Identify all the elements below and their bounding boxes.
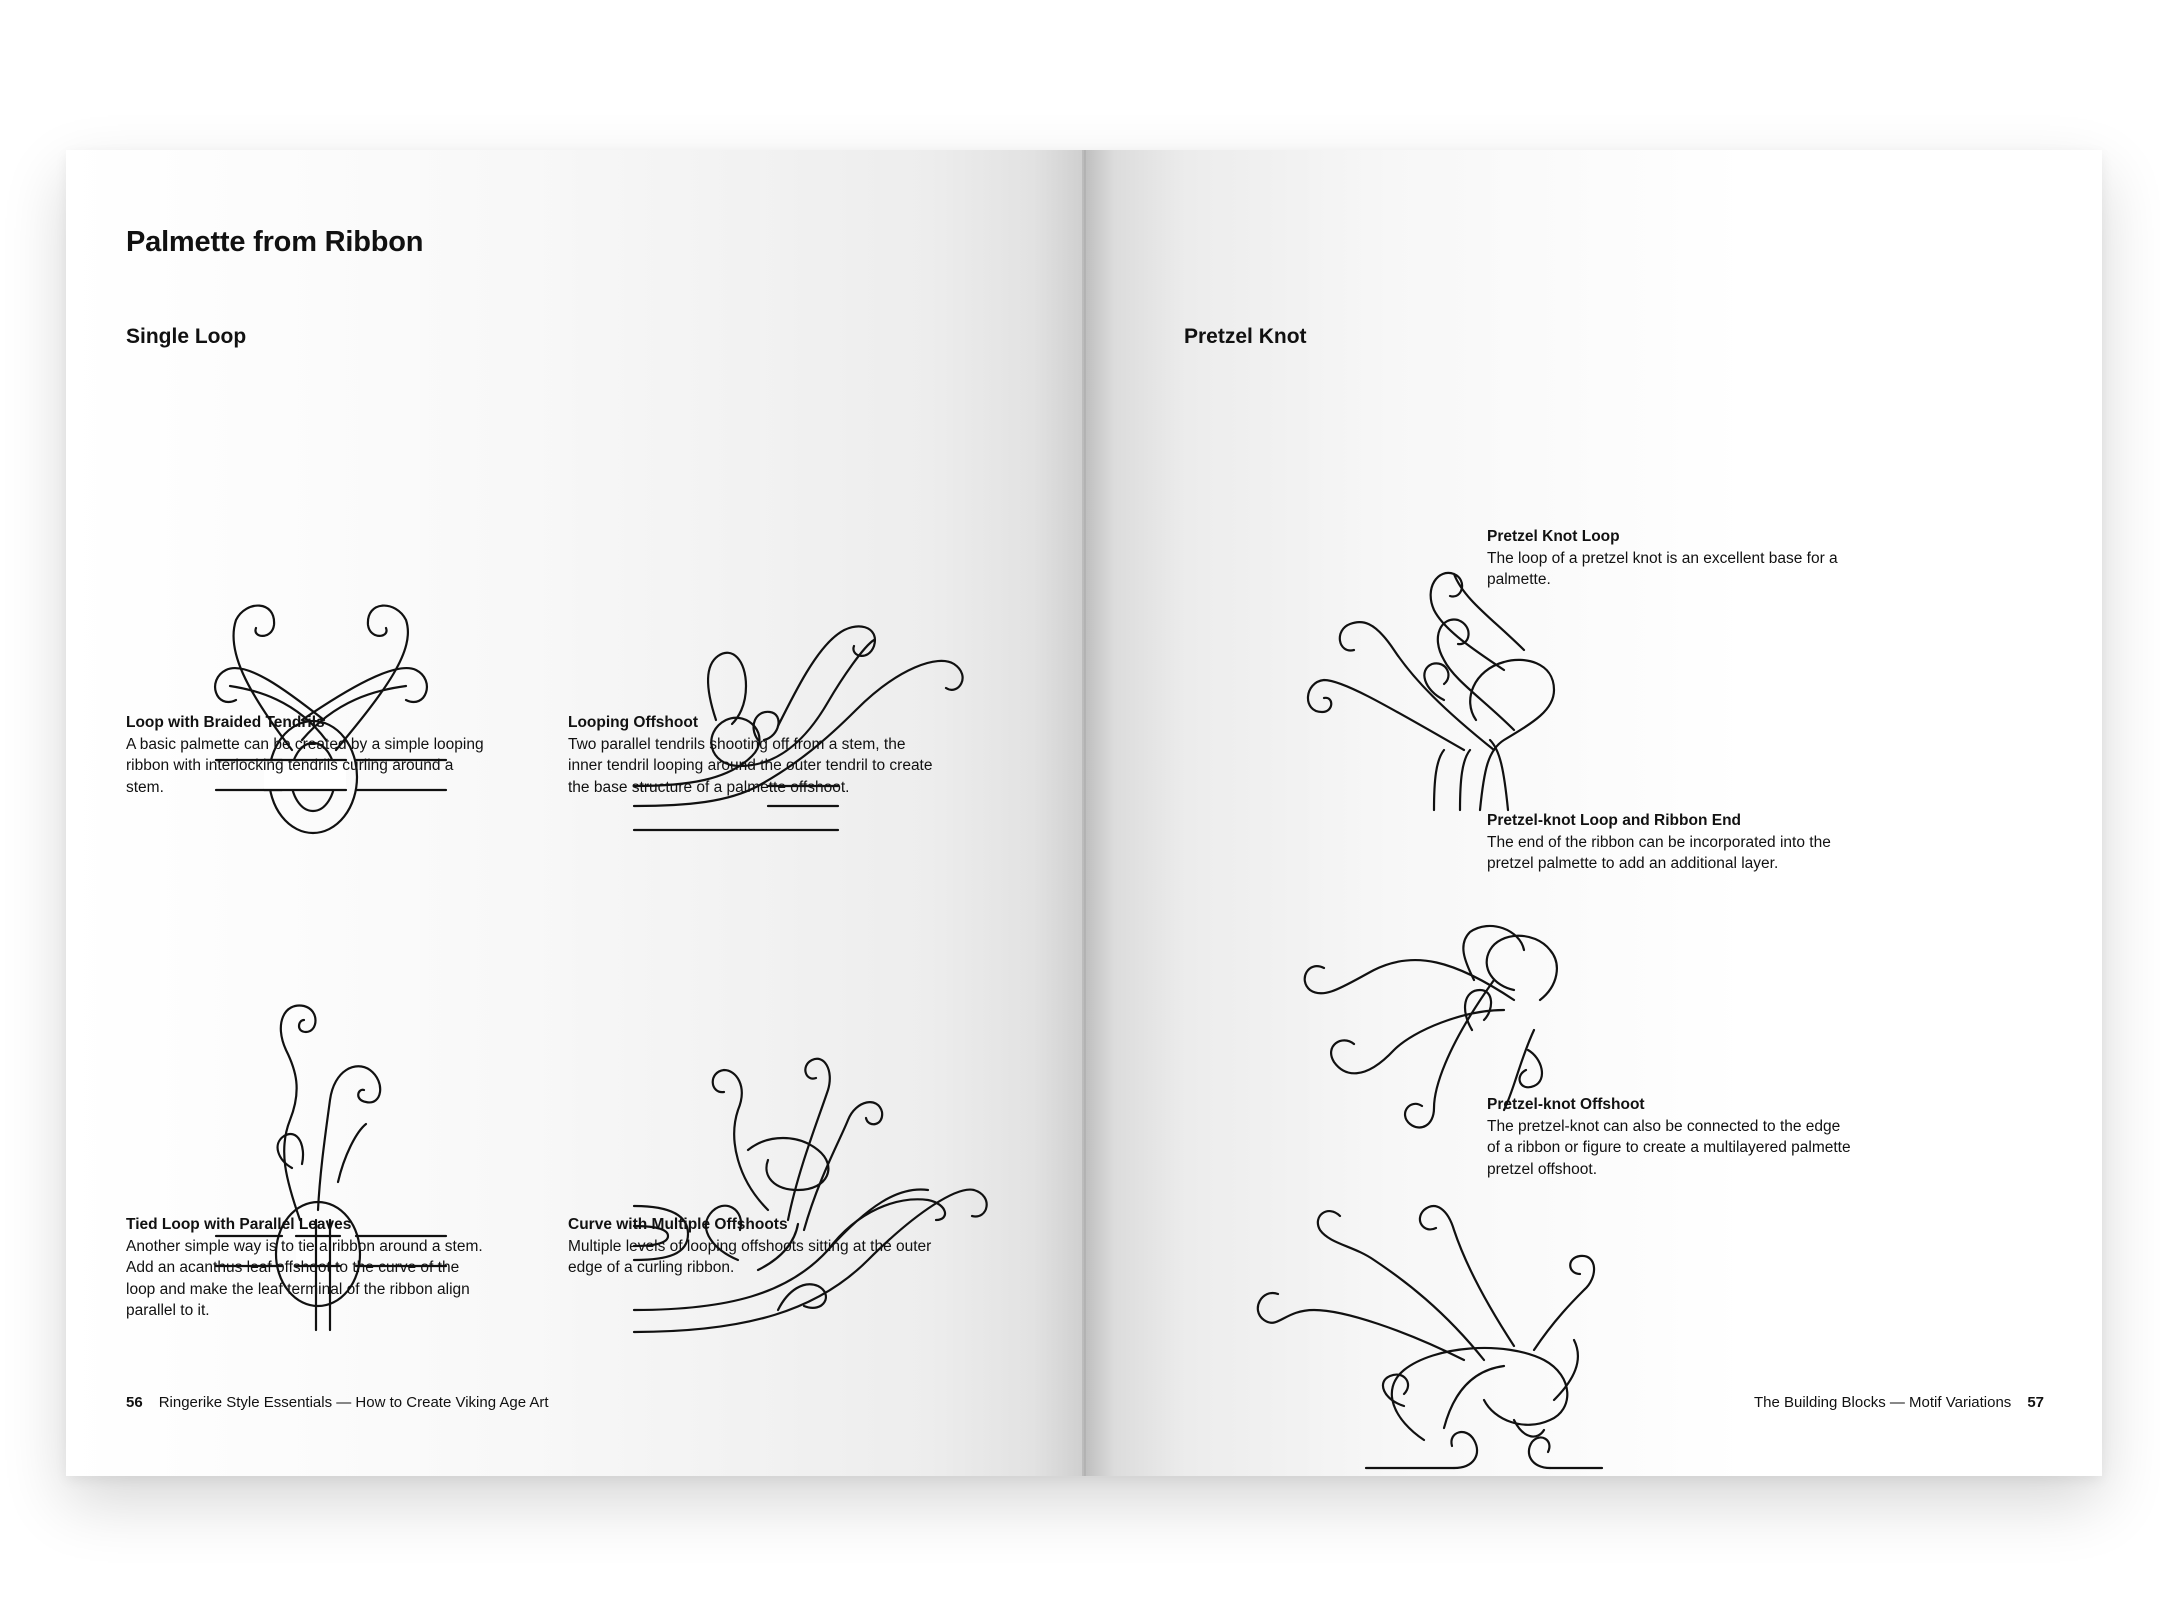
caption-title: Loop with Braided Tendrils [126,714,325,731]
right-footer [1754,1394,2044,1411]
caption-text: The end of the ribbon can be incorporated into the pretzel palmette to add an additional layer. [1487,833,1831,872]
left-footer-text: Ringerike Style Essentials — How to Create Viking Age Art [158,1394,549,1411]
left-footer [126,1394,549,1411]
page-number-left: 56 [126,1394,143,1411]
pretzel-knot-loop-illustration [1294,450,1624,820]
page-title: Palmette from Ribbon [126,226,424,258]
pretzel-knot-offshoot-illustration [1254,1170,1634,1476]
caption-text: Two parallel tendrils shooting off from a stem, the inner tendril looping around the outer tendril to create the base structure of a palmette offshoot. [568,735,933,796]
caption-loop-with-braided-tendrils [126,712,486,798]
caption-pretzel-knot-loop [1487,526,1857,591]
caption-title: Pretzel-knot Loop and Ribbon End [1487,812,1742,829]
caption-text: Another simple way is to tie a ribbon around a stem. Add an acanthus leaf offshoot to the curve of the loop and make the leaf terminal of the ribbon align parallel to it. [126,1237,483,1319]
caption-title: Tied Loop with Parallel Leaves [126,1216,352,1233]
curve-with-multiple-offshoots-illustration [628,1010,1008,1350]
section-heading-pretzel-knot: Pretzel Knot [1184,325,1307,348]
right-page [1084,150,2102,1476]
caption-title: Pretzel Knot Loop [1487,528,1620,545]
caption-title: Pretzel-knot Offshoot [1487,1096,1645,1113]
left-page [66,150,1084,1476]
caption-text: A basic palmette can be created by a simple looping ribbon with interlocking tendrils curling around a stem. [126,735,484,796]
caption-title: Looping Offshoot [568,714,698,731]
caption-text: The pretzel-knot can also be connected to the edge of a ribbon or figure to create a multilayered palmette pretzel offshoot. [1487,1117,1851,1178]
caption-text: The loop of a pretzel knot is an excellent base for a palmette. [1487,549,1838,588]
book-gutter [1082,150,1086,1476]
section-heading-single-loop: Single Loop [126,325,247,348]
caption-text: Multiple levels of looping offshoots sitting at the outer edge of a curling ribbon. [568,1237,932,1276]
book-spread [66,150,2102,1476]
caption-title: Curve with Multiple Offshoots [568,1216,788,1233]
caption-pretzel-knot-loop-and-ribbon-end [1487,810,1857,875]
caption-curve-with-multiple-offshoots [568,1214,938,1279]
page-number-right: 57 [2027,1394,2044,1411]
caption-pretzel-knot-offshoot [1487,1094,1857,1180]
caption-looping-offshoot [568,712,938,798]
right-footer-text: The Building Blocks — Motif Variations [1753,1394,2012,1411]
caption-tied-loop-with-parallel-leaves [126,1214,486,1322]
